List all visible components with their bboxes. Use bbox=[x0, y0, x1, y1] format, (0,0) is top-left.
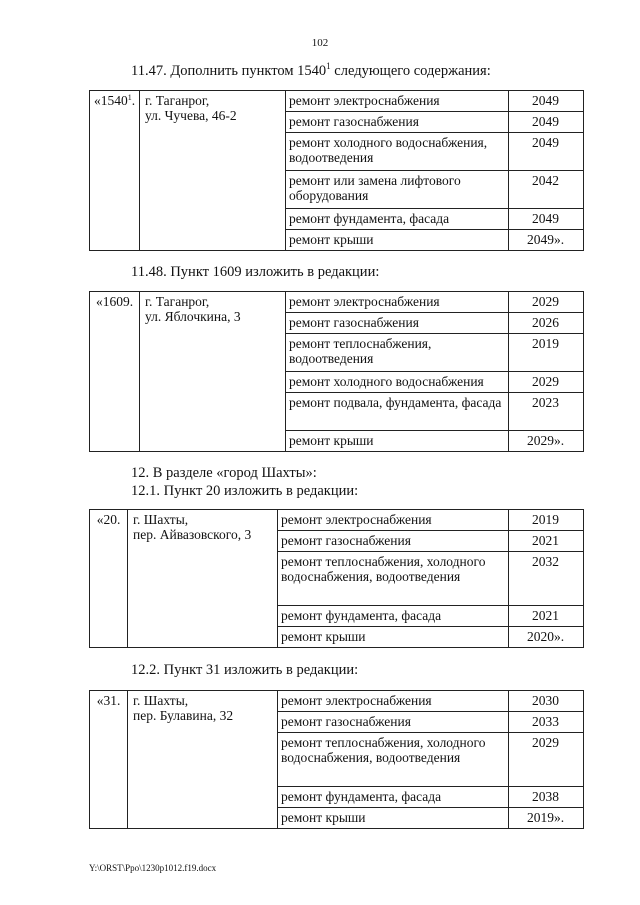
work-type: ремонт крыши bbox=[278, 627, 509, 648]
work-type: ремонт холодного водоснабжения, водоотведения bbox=[286, 133, 509, 171]
work-type: ремонт фундамента, фасада bbox=[278, 606, 509, 627]
work-year: 2049». bbox=[509, 230, 584, 251]
work-type: ремонт электроснабжения bbox=[278, 510, 509, 531]
work-type: ремонт электроснабжения bbox=[278, 691, 509, 712]
work-type: ремонт электроснабжения bbox=[286, 292, 509, 313]
item-heading-1547: 11.47. Дополнить пунктом 1540$^1$ следующего содержания: bbox=[131, 61, 491, 79]
work-type: ремонт фундамента, фасада bbox=[278, 787, 509, 808]
work-year: 2038 bbox=[509, 787, 584, 808]
table-item-1548 bbox=[89, 291, 584, 452]
table-row bbox=[90, 510, 584, 531]
work-type: ремонт холодного водоснабжения bbox=[286, 372, 509, 393]
work-year: 2030 bbox=[509, 691, 584, 712]
work-year: 2029 bbox=[509, 372, 584, 393]
work-year: 2042 bbox=[509, 171, 584, 209]
file-path-footer: Y:\ORST\Ppo\1230p1012.f19.docx bbox=[89, 863, 217, 873]
item-heading-1548: 11.48. Пункт 1609 изложить в редакции: bbox=[131, 264, 380, 280]
item-address: г. Шахты, пер. Айвазовского, 3 bbox=[128, 510, 278, 648]
item-number: «1609. bbox=[90, 292, 140, 452]
item-number: «20. bbox=[90, 510, 128, 648]
work-type: ремонт газоснабжения bbox=[278, 531, 509, 552]
work-year: 2049 bbox=[509, 112, 584, 133]
work-type: ремонт теплоснабжения, водоотведения bbox=[286, 334, 509, 372]
item-heading-12-1: 12.1. Пункт 20 изложить в редакции: bbox=[131, 483, 359, 499]
item-address: г. Таганрог, ул. Чучева, 46-2 bbox=[140, 91, 286, 251]
work-year: 2026 bbox=[509, 313, 584, 334]
work-year: 2029 bbox=[509, 733, 584, 787]
work-year: 2021 bbox=[509, 606, 584, 627]
item-address: г. Шахты, пер. Булавина, 32 bbox=[128, 691, 278, 829]
work-type: ремонт крыши bbox=[286, 230, 509, 251]
table-item-1547 bbox=[89, 90, 584, 251]
work-type: ремонт газоснабжения bbox=[286, 313, 509, 334]
page-number: 102 bbox=[311, 37, 329, 49]
work-year: 2049 bbox=[509, 133, 584, 171]
work-type: ремонт подвала, фундамента, фасада bbox=[286, 393, 509, 431]
work-year: 2023 bbox=[509, 393, 584, 431]
table-row bbox=[90, 91, 584, 112]
item-heading-12-2: 12.2. Пункт 31 изложить в редакции: bbox=[131, 662, 359, 678]
table-row bbox=[90, 292, 584, 313]
work-year: 2019». bbox=[509, 808, 584, 829]
work-year: 2033 bbox=[509, 712, 584, 733]
table-item-12-2 bbox=[89, 690, 584, 829]
work-type: ремонт газоснабжения bbox=[286, 112, 509, 133]
work-year: 2049 bbox=[509, 91, 584, 112]
work-year: 2019 bbox=[509, 510, 584, 531]
work-type: ремонт фундамента, фасада bbox=[286, 209, 509, 230]
table-item-12-1 bbox=[89, 509, 584, 648]
work-type: ремонт или замена лифтового оборудования bbox=[286, 171, 509, 209]
work-year: 2020». bbox=[509, 627, 584, 648]
item-number: «1540$^1$. bbox=[90, 91, 140, 251]
section-heading: 12. В разделе «город Шахты»: bbox=[131, 465, 317, 481]
work-year: 2029 bbox=[509, 292, 584, 313]
work-year: 2032 bbox=[509, 552, 584, 606]
work-type: ремонт крыши bbox=[286, 431, 509, 452]
work-type: ремонт теплоснабжения, холодного водоснабжения, водоотведения bbox=[278, 733, 509, 787]
work-year: 2019 bbox=[509, 334, 584, 372]
work-type: ремонт электроснабжения bbox=[286, 91, 509, 112]
work-year: 2029». bbox=[509, 431, 584, 452]
work-type: ремонт крыши bbox=[278, 808, 509, 829]
work-type: ремонт теплоснабжения, холодного водоснабжения, водоотведения bbox=[278, 552, 509, 606]
work-year: 2049 bbox=[509, 209, 584, 230]
work-year: 2021 bbox=[509, 531, 584, 552]
work-type: ремонт газоснабжения bbox=[278, 712, 509, 733]
table-row bbox=[90, 691, 584, 712]
item-address: г. Таганрог, ул. Яблочкина, 3 bbox=[140, 292, 286, 452]
item-number: «31. bbox=[90, 691, 128, 829]
